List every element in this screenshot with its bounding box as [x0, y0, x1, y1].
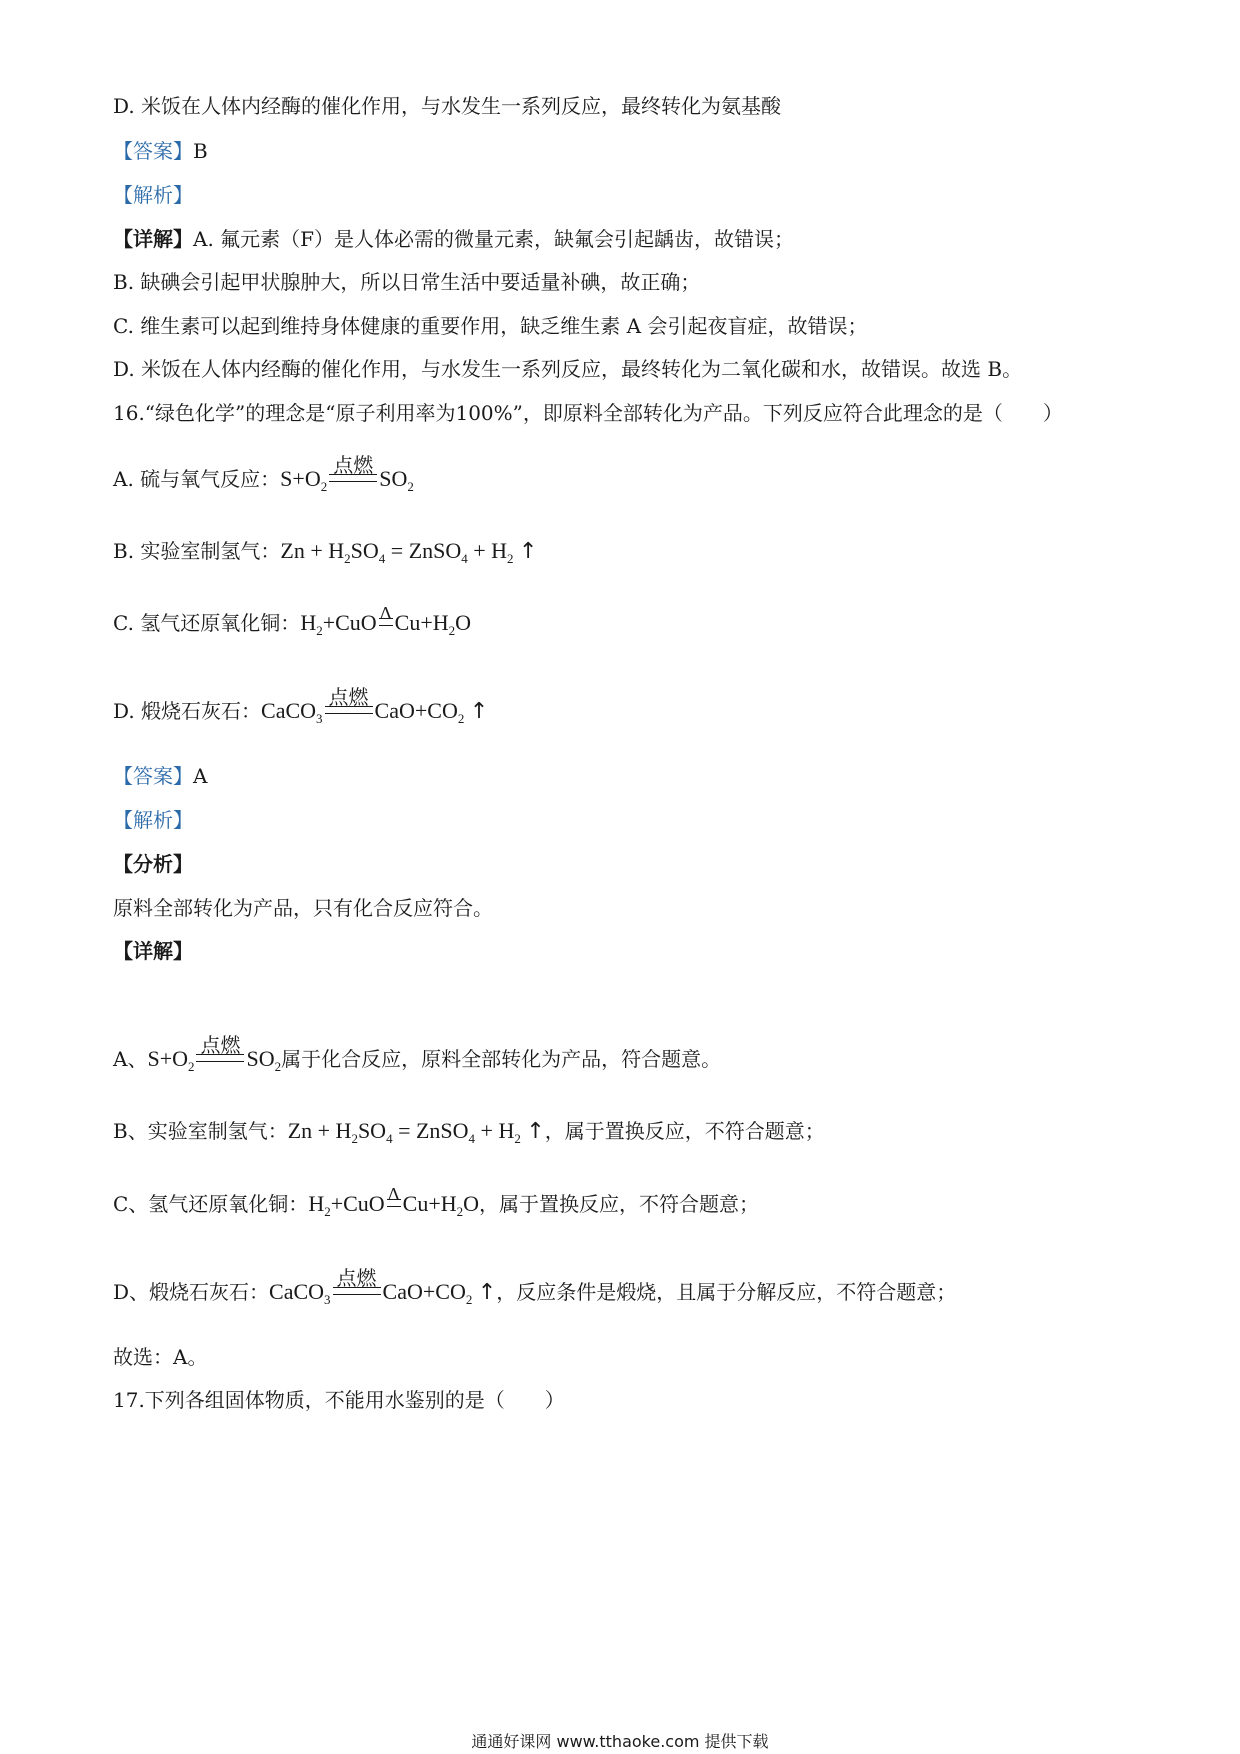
detail-b-prefix: B、实验室制氢气： [113, 1119, 288, 1143]
condition-label: 点燃 [200, 1033, 241, 1057]
detail-text: A. 氟元素（F）是人体必需的微量元素，缺氟会引起龋齿，故错误； [193, 227, 795, 251]
detail-a [113, 1033, 722, 1081]
condition-mark [325, 685, 373, 725]
detail-d [113, 1266, 957, 1314]
condition-label: Δ [379, 603, 392, 623]
question-17: 17.下列各组固体物质，不能用水鉴别的是（ ） [113, 1388, 565, 1412]
detail-c-prefix: C、氢气还原氧化铜： [113, 1192, 309, 1216]
condition-label: 点燃 [333, 453, 374, 477]
answer-line-1 [113, 137, 208, 165]
detail-c [113, 1184, 760, 1226]
option-d-equation: CaCO$_3$ 点燃 $CaO+CO_2$ ↑ [261, 685, 489, 726]
option-d-text: D. 米饭在人体内经酶的催化作用，与水发生一系列反应，最终转化为氨基酸 [113, 94, 782, 118]
condition-mark [387, 1184, 401, 1218]
answer-line-2 [113, 762, 207, 790]
detail-b-suffix: ，属于置换反应，不符合题意； [544, 1119, 825, 1143]
analysis-label-1: 【解析】 [113, 183, 193, 207]
detail-b [113, 1117, 825, 1153]
detail-line-b: B. 缺碘会引起甲状腺肿大，所以日常生活中要适量补碘，故正确； [113, 270, 701, 294]
condition-mark [379, 603, 393, 637]
option-b [113, 537, 537, 573]
footer-watermark: 通通好课网 www.tthaoke.com 提供下载 [471, 1732, 769, 1751]
option-a-equation: $S+O_2$ 点燃 $SO_2$ [280, 453, 414, 494]
fenxi-text: 原料全部转化为产品，只有化合反应符合。 [113, 896, 493, 920]
detail-a-suffix: 属于化合反应，原料全部转化为产品，符合题意。 [281, 1047, 722, 1071]
detail-a-equation: $S+O_2$ 点燃 $SO_2$ [147, 1033, 282, 1074]
conclusion: 故选：A。 [113, 1345, 208, 1369]
detail-c-equation: $H_2+CuO$ Δ $Cu+H_2O$ [308, 1191, 479, 1216]
option-d [113, 685, 489, 733]
detail-c-suffix: ，属于置换反应，不符合题意； [479, 1192, 760, 1216]
detail-label-2: 【详解】 [113, 939, 193, 963]
option-d-prefix: D. 煅烧石灰石： [113, 699, 262, 723]
answer-label: 【答案】 [113, 139, 193, 163]
option-a [113, 453, 414, 501]
detail-d-prefix: D、煅烧石灰石： [113, 1280, 270, 1304]
question-16: 16.“绿色化学”的理念是“原子利用率为100%”，即原料全部转化为产品。下列反应符合此理念的是（ ） [113, 401, 1063, 425]
detail-b-equation: $Zn + H_2SO_4$ = ZnSO$_4$ + $H_2$ ↑ [287, 1118, 545, 1146]
answer-value: B [193, 139, 208, 163]
detail-a-prefix: A、 [113, 1047, 148, 1071]
answer-value: A [193, 764, 208, 788]
option-c [113, 603, 472, 645]
condition-label: 点燃 [336, 1266, 377, 1290]
fenxi-label: 【分析】 [113, 852, 193, 876]
detail-d-equation: CaCO$_3$ 点燃 $CaO+CO_2$ ↑ [269, 1266, 497, 1307]
condition-label: 点燃 [328, 685, 369, 709]
detail-line-d: D. 米饭在人体内经酶的催化作用，与水发生一系列反应，最终转化为二氧化碳和水，故错误。故选 B。 [113, 357, 1023, 381]
detail-label: 【详解】 [113, 227, 193, 251]
option-c-equation: $H_2+CuO$ Δ $Cu+H_2O$ [300, 610, 471, 635]
detail-line-c: C. 维生素可以起到维持身体健康的重要作用，缺乏维生素 A 会引起夜盲症，故错误； [113, 314, 868, 338]
condition-mark [333, 1266, 381, 1306]
option-a-prefix: A. 硫与氧气反应： [113, 467, 281, 491]
option-b-prefix: B. 实验室制氢气： [113, 539, 281, 563]
option-c-prefix: C. 氢气还原氧化铜： [113, 611, 301, 635]
analysis-label-2: 【解析】 [113, 808, 193, 832]
detail-d-suffix: ，反应条件是煅烧，且属于分解反应，不符合题意； [496, 1280, 957, 1304]
detail-line-a [113, 225, 794, 253]
condition-mark [329, 453, 377, 493]
option-b-equation: $Zn + H_2SO_4$ = ZnSO$_4$ + $H_2$ ↑ [280, 538, 538, 566]
answer-label: 【答案】 [113, 764, 193, 788]
condition-label: Δ [387, 1184, 400, 1204]
condition-mark [196, 1033, 244, 1073]
